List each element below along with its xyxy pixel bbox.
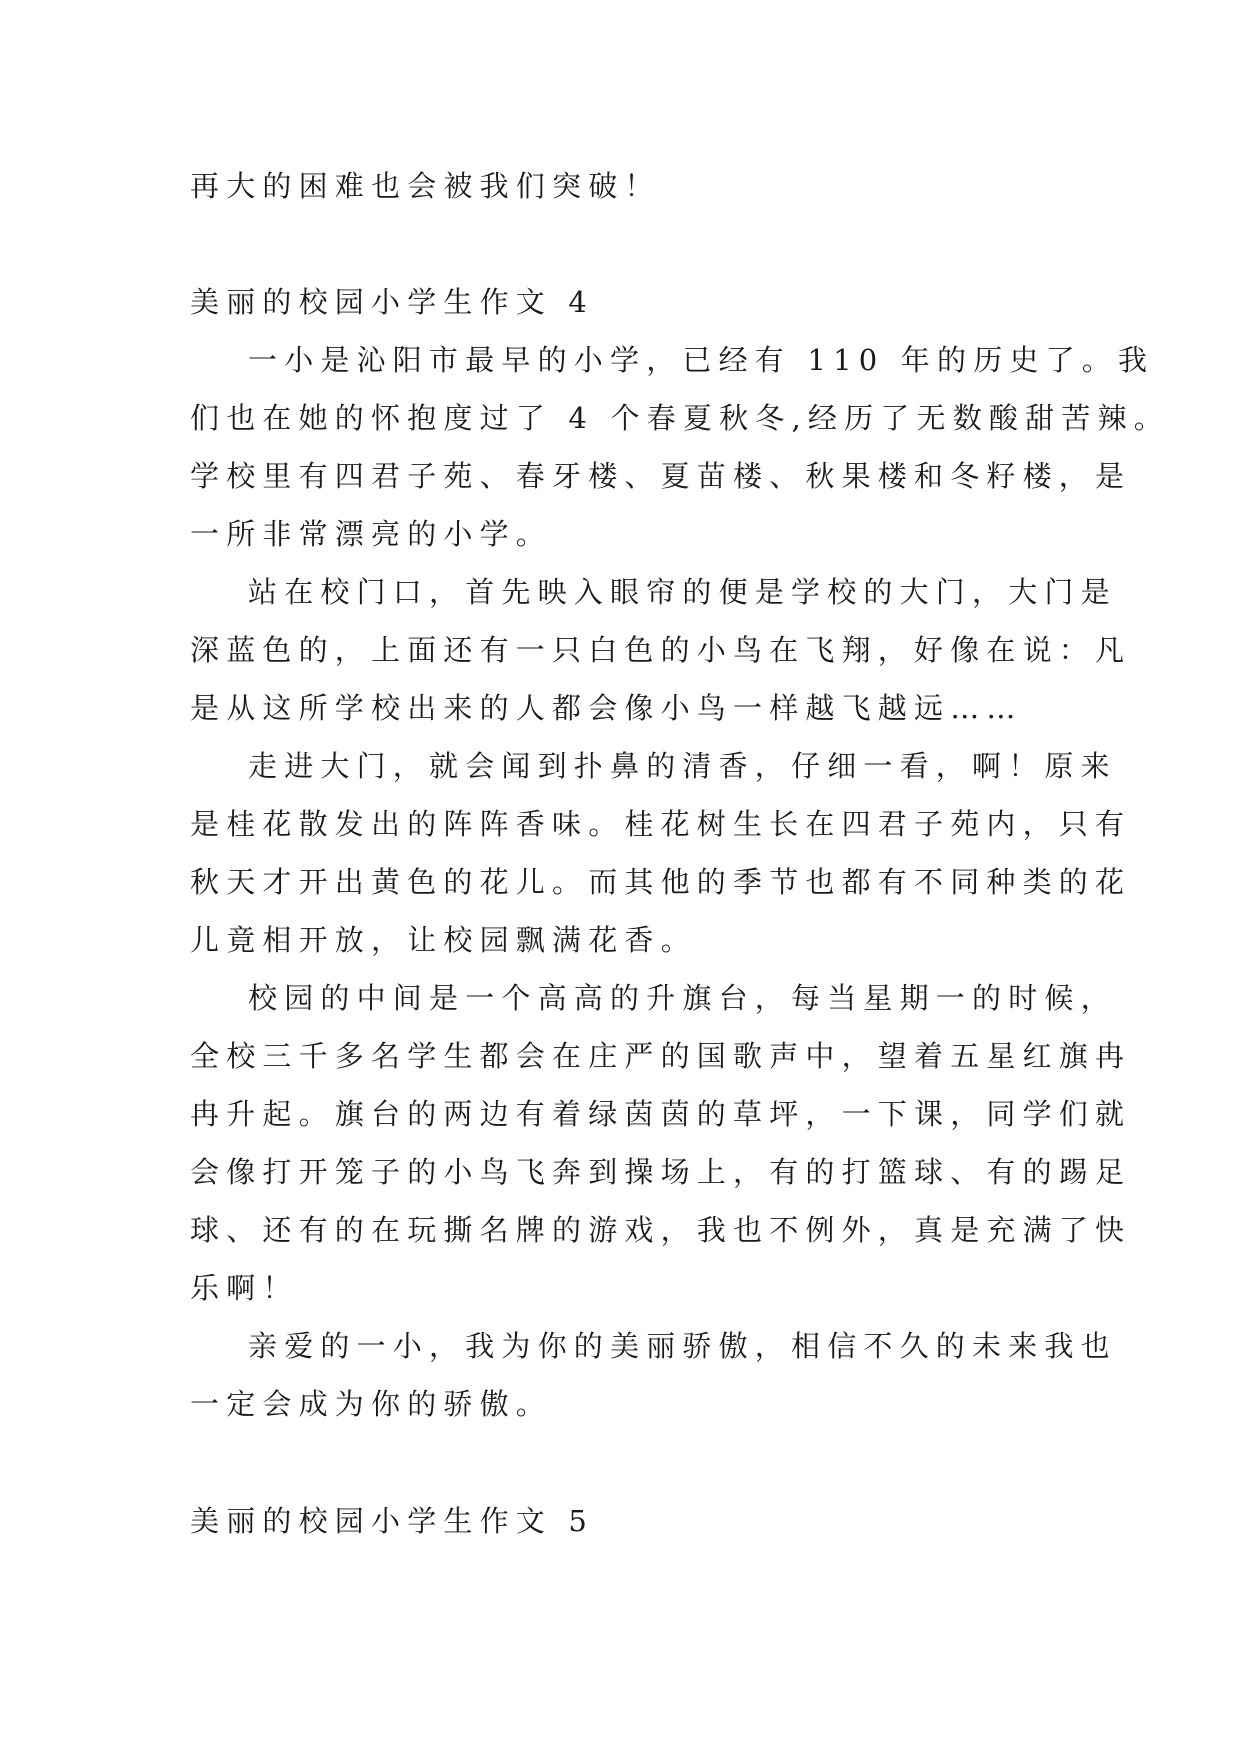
essay4-p5-line1: 亲爱的一小，我为你的美丽骄傲，相信不久的未来我也 bbox=[248, 1329, 1117, 1363]
essay4-p3-line3: 秋天才开出黄色的花儿。而其他的季节也都有不同种类的花 bbox=[190, 865, 1132, 899]
essay4-p3-line1: 走进大门，就会闻到扑鼻的清香，仔细一看，啊！原来 bbox=[248, 749, 1117, 783]
essay4-p3-line2: 是桂花散发出的阵阵香味。桂花树生长在四君子苑内，只有 bbox=[190, 807, 1132, 841]
essay4-p4-line6: 乐啊！ bbox=[190, 1271, 299, 1305]
essay4-title: 美丽的校园小学生作文 4 bbox=[190, 285, 595, 319]
essay4-p1-line2: 们也在她的怀抱度过了 4 个春夏秋冬,经历了无数酸甜苦辣。 bbox=[190, 401, 1170, 435]
essay4-p2-line1: 站在校门口，首先映入眼帘的便是学校的大门，大门是 bbox=[248, 575, 1117, 609]
essay4-p2-line3: 是从这所学校出来的人都会像小鸟一样越飞越远…… bbox=[190, 691, 1023, 725]
essay4-p4-line1: 校园的中间是一个高高的升旗台，每当星期一的时候， bbox=[248, 981, 1117, 1015]
essay4-p1-line1: 一小是沁阳市最早的小学，已经有 110 年的历史了。我 bbox=[248, 343, 1155, 377]
essay4-p4-line5: 球、还有的在玩撕名牌的游戏，我也不例外，真是充满了快 bbox=[190, 1213, 1132, 1247]
essay4-p1-line4: 一所非常漂亮的小学。 bbox=[190, 517, 553, 551]
essay4-p2-line2: 深蓝色的，上面还有一只白色的小鸟在飞翔，好像在说：凡 bbox=[190, 633, 1132, 667]
essay4-p1-line3: 学校里有四君子苑、春牙楼、夏苗楼、秋果楼和冬籽楼，是 bbox=[190, 459, 1132, 493]
essay5-title: 美丽的校园小学生作文 5 bbox=[190, 1504, 595, 1538]
essay4-p3-line4: 儿竟相开放，让校园飘满花香。 bbox=[190, 923, 697, 957]
essay4-p4-line4: 会像打开笼子的小鸟飞奔到操场上，有的打篮球、有的踢足 bbox=[190, 1155, 1132, 1189]
intro-line: 再大的困难也会被我们突破！ bbox=[190, 169, 661, 203]
essay4-p4-line3: 冉升起。旗台的两边有着绿茵茵的草坪，一下课，同学们就 bbox=[190, 1097, 1132, 1131]
essay4-p4-line2: 全校三千多名学生都会在庄严的国歌声中，望着五星红旗冉 bbox=[190, 1039, 1132, 1073]
essay4-p5-line2: 一定会成为你的骄傲。 bbox=[190, 1387, 553, 1421]
